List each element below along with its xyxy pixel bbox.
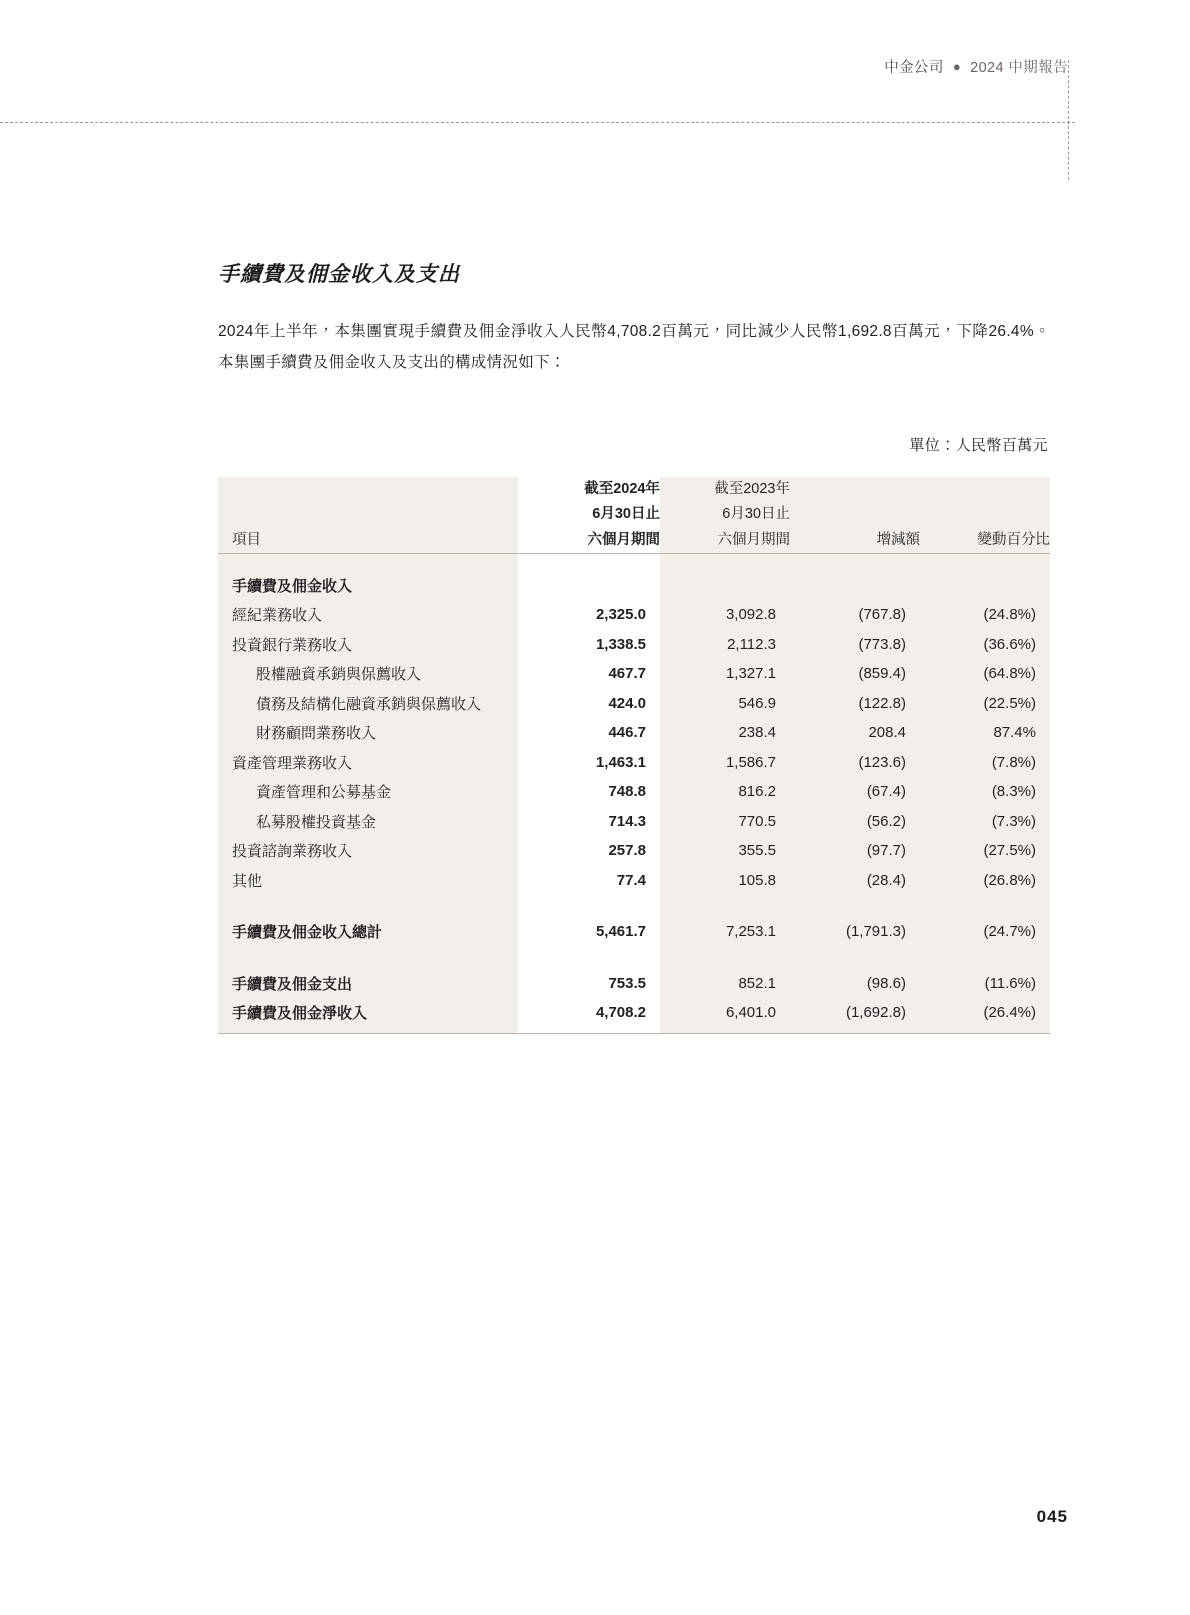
row-value-previous: 2,112.3 bbox=[727, 635, 776, 653]
row-value-delta: (56.2) bbox=[866, 812, 906, 830]
row-value-previous: 7,253.1 bbox=[725, 923, 776, 941]
table-row bbox=[218, 962, 1050, 992]
row-label: 其他 bbox=[232, 872, 263, 890]
row-value-pct bbox=[920, 554, 1050, 594]
unit-note: 單位：人民幣百萬元 bbox=[909, 437, 1048, 454]
row-value-delta: (859.4) bbox=[858, 665, 906, 683]
fee-commission-table bbox=[218, 477, 1050, 1034]
row-value-previous: 816.2 bbox=[738, 783, 776, 801]
table-row bbox=[218, 911, 1050, 941]
row-label: 手續費及佣金收入總計 bbox=[232, 924, 383, 942]
column-header-previous-line3: 六個月期間 bbox=[717, 531, 790, 548]
row-value-pct: (24.8%) bbox=[983, 606, 1036, 624]
row-value-current: 753.5 bbox=[518, 962, 660, 992]
row-value-previous: 1,586.7 bbox=[725, 753, 776, 771]
table-spacer-cell bbox=[518, 889, 660, 911]
table-row bbox=[218, 830, 1050, 860]
row-value-current: 748.8 bbox=[518, 771, 660, 801]
row-value-previous: 546.9 bbox=[738, 694, 776, 712]
row-label: 資產管理業務收入 bbox=[232, 754, 353, 772]
table-spacer-cell bbox=[790, 889, 920, 911]
row-label: 投資銀行業務收入 bbox=[232, 636, 353, 654]
row-value-current: 4,708.2 bbox=[518, 992, 660, 1034]
company-name: 中金公司 bbox=[884, 60, 944, 76]
table-spacer-cell bbox=[790, 940, 920, 962]
row-value-delta: (67.4) bbox=[866, 783, 906, 801]
table-spacer-cell bbox=[920, 889, 1050, 911]
row-value-pct: (26.4%) bbox=[920, 992, 1050, 1034]
row-value-current: 424.0 bbox=[518, 682, 660, 712]
table-spacer-cell bbox=[660, 889, 790, 911]
row-value-delta: (122.8) bbox=[858, 694, 906, 712]
row-value-previous bbox=[660, 554, 790, 594]
bullet-separator-icon: ● bbox=[952, 59, 962, 74]
table-spacer-cell bbox=[218, 889, 518, 911]
row-value-pct: (64.8%) bbox=[983, 665, 1036, 683]
row-value-delta: (1,692.8) bbox=[790, 992, 920, 1034]
column-header-previous-line1: 截至2023年 bbox=[714, 481, 790, 497]
table-row bbox=[218, 682, 1050, 712]
table-spacer-row bbox=[218, 940, 1050, 962]
table-spacer-cell bbox=[518, 940, 660, 962]
row-label: 手續費及佣金淨收入 bbox=[218, 992, 518, 1034]
table-row bbox=[218, 859, 1050, 889]
table-row bbox=[218, 712, 1050, 742]
row-label: 私募股權投資基金 bbox=[256, 813, 377, 831]
row-value-pct: 87.4% bbox=[993, 724, 1036, 742]
row-value-pct: (36.6%) bbox=[983, 635, 1036, 653]
row-value-delta: (123.6) bbox=[858, 753, 906, 771]
row-value-current: 2,325.0 bbox=[518, 594, 660, 624]
row-value-delta: (767.8) bbox=[858, 606, 906, 624]
row-value-pct: (27.5%) bbox=[983, 842, 1036, 860]
row-label: 債務及結構化融資承銷與保薦收入 bbox=[256, 695, 482, 713]
column-header-item: 項目 bbox=[218, 477, 518, 554]
table-row bbox=[218, 554, 1050, 594]
table-row bbox=[218, 741, 1050, 771]
row-label: 資產管理和公募基金 bbox=[256, 784, 392, 802]
table-row bbox=[218, 771, 1050, 801]
table-row bbox=[218, 992, 1050, 1034]
table-spacer-cell bbox=[660, 940, 790, 962]
row-value-previous: 852.1 bbox=[738, 974, 776, 992]
row-value-delta: (1,791.3) bbox=[845, 923, 906, 941]
row-value-pct: (26.8%) bbox=[983, 871, 1036, 889]
table-row bbox=[218, 653, 1050, 683]
row-label: 財務顧問業務收入 bbox=[256, 725, 377, 743]
row-value-previous: 6,401.0 bbox=[660, 992, 790, 1034]
row-value-pct: (22.5%) bbox=[983, 694, 1036, 712]
row-value-previous: 238.4 bbox=[738, 724, 776, 742]
table-row bbox=[218, 800, 1050, 830]
row-label: 經紀業務收入 bbox=[232, 607, 323, 625]
row-value-delta: (28.4) bbox=[866, 871, 906, 889]
row-value-pct: (7.8%) bbox=[991, 753, 1036, 771]
table-header-row bbox=[218, 477, 1050, 554]
page-number: 045 bbox=[1036, 1507, 1068, 1526]
row-value-current: 1,463.1 bbox=[518, 741, 660, 771]
column-header-current-line3: 六個月期間 bbox=[587, 531, 660, 548]
table-row bbox=[218, 623, 1050, 653]
row-value-current: 1,338.5 bbox=[518, 623, 660, 653]
table-spacer-cell bbox=[920, 940, 1050, 962]
row-value-delta: (97.7) bbox=[866, 842, 906, 860]
column-header-previous bbox=[660, 477, 790, 554]
row-value-current: 467.7 bbox=[518, 653, 660, 683]
column-header-current-line2: 6月30日止 bbox=[592, 506, 660, 523]
row-value-current: 446.7 bbox=[518, 712, 660, 742]
table-row bbox=[218, 594, 1050, 624]
row-value-pct: (8.3%) bbox=[991, 783, 1036, 801]
row-value-previous: 770.5 bbox=[738, 812, 776, 830]
row-value-pct: (24.7%) bbox=[983, 923, 1036, 941]
row-value-previous: 1,327.1 bbox=[725, 665, 776, 683]
row-value-current: 5,461.7 bbox=[518, 911, 660, 941]
row-value-pct: (11.6%) bbox=[984, 974, 1036, 992]
row-value-delta: (773.8) bbox=[858, 635, 906, 653]
running-header bbox=[884, 56, 1068, 77]
row-label: 投資諮詢業務收入 bbox=[232, 843, 353, 861]
row-value-previous: 3,092.8 bbox=[725, 606, 776, 624]
row-value-previous: 105.8 bbox=[738, 871, 776, 889]
page-content bbox=[218, 258, 1050, 1034]
row-label: 股權融資承銷與保薦收入 bbox=[256, 666, 422, 684]
column-header-current-line1: 截至2024年 bbox=[584, 481, 660, 497]
row-label: 手續費及佣金支出 bbox=[232, 975, 353, 993]
header-crop-mark bbox=[1068, 60, 1069, 180]
column-header-previous-line2: 6月30日止 bbox=[722, 506, 790, 523]
row-value-current: 257.8 bbox=[518, 830, 660, 860]
row-value-current bbox=[518, 554, 660, 594]
row-label: 手續費及佣金收入 bbox=[232, 577, 353, 595]
column-header-current bbox=[518, 477, 660, 554]
section-title: 手續費及佣金收入及支出 bbox=[218, 262, 460, 286]
header-divider bbox=[0, 122, 1075, 123]
row-value-pct: (7.3%) bbox=[991, 812, 1036, 830]
column-header-pct: 變動百分比 bbox=[920, 477, 1050, 554]
row-value-current: 714.3 bbox=[518, 800, 660, 830]
row-value-current: 77.4 bbox=[518, 859, 660, 889]
row-value-previous: 355.5 bbox=[738, 842, 776, 860]
row-value-delta: 208.4 bbox=[868, 724, 906, 742]
column-header-delta: 增減額 bbox=[790, 477, 920, 554]
row-value-delta: (98.6) bbox=[866, 974, 906, 992]
row-value-delta bbox=[790, 554, 920, 594]
table-spacer-row bbox=[218, 889, 1050, 911]
table-spacer-cell bbox=[218, 940, 518, 962]
report-label: 2024 中期報告 bbox=[970, 60, 1068, 76]
section-paragraph: 2024年上半年，本集團實現手續費及佣金淨收入人民幣4,708.2百萬元，同比減少人民幣1,692.8百萬元，下降26.4%。本集團手續費及佣金收入及支出的構成情況如下： bbox=[218, 323, 1050, 371]
